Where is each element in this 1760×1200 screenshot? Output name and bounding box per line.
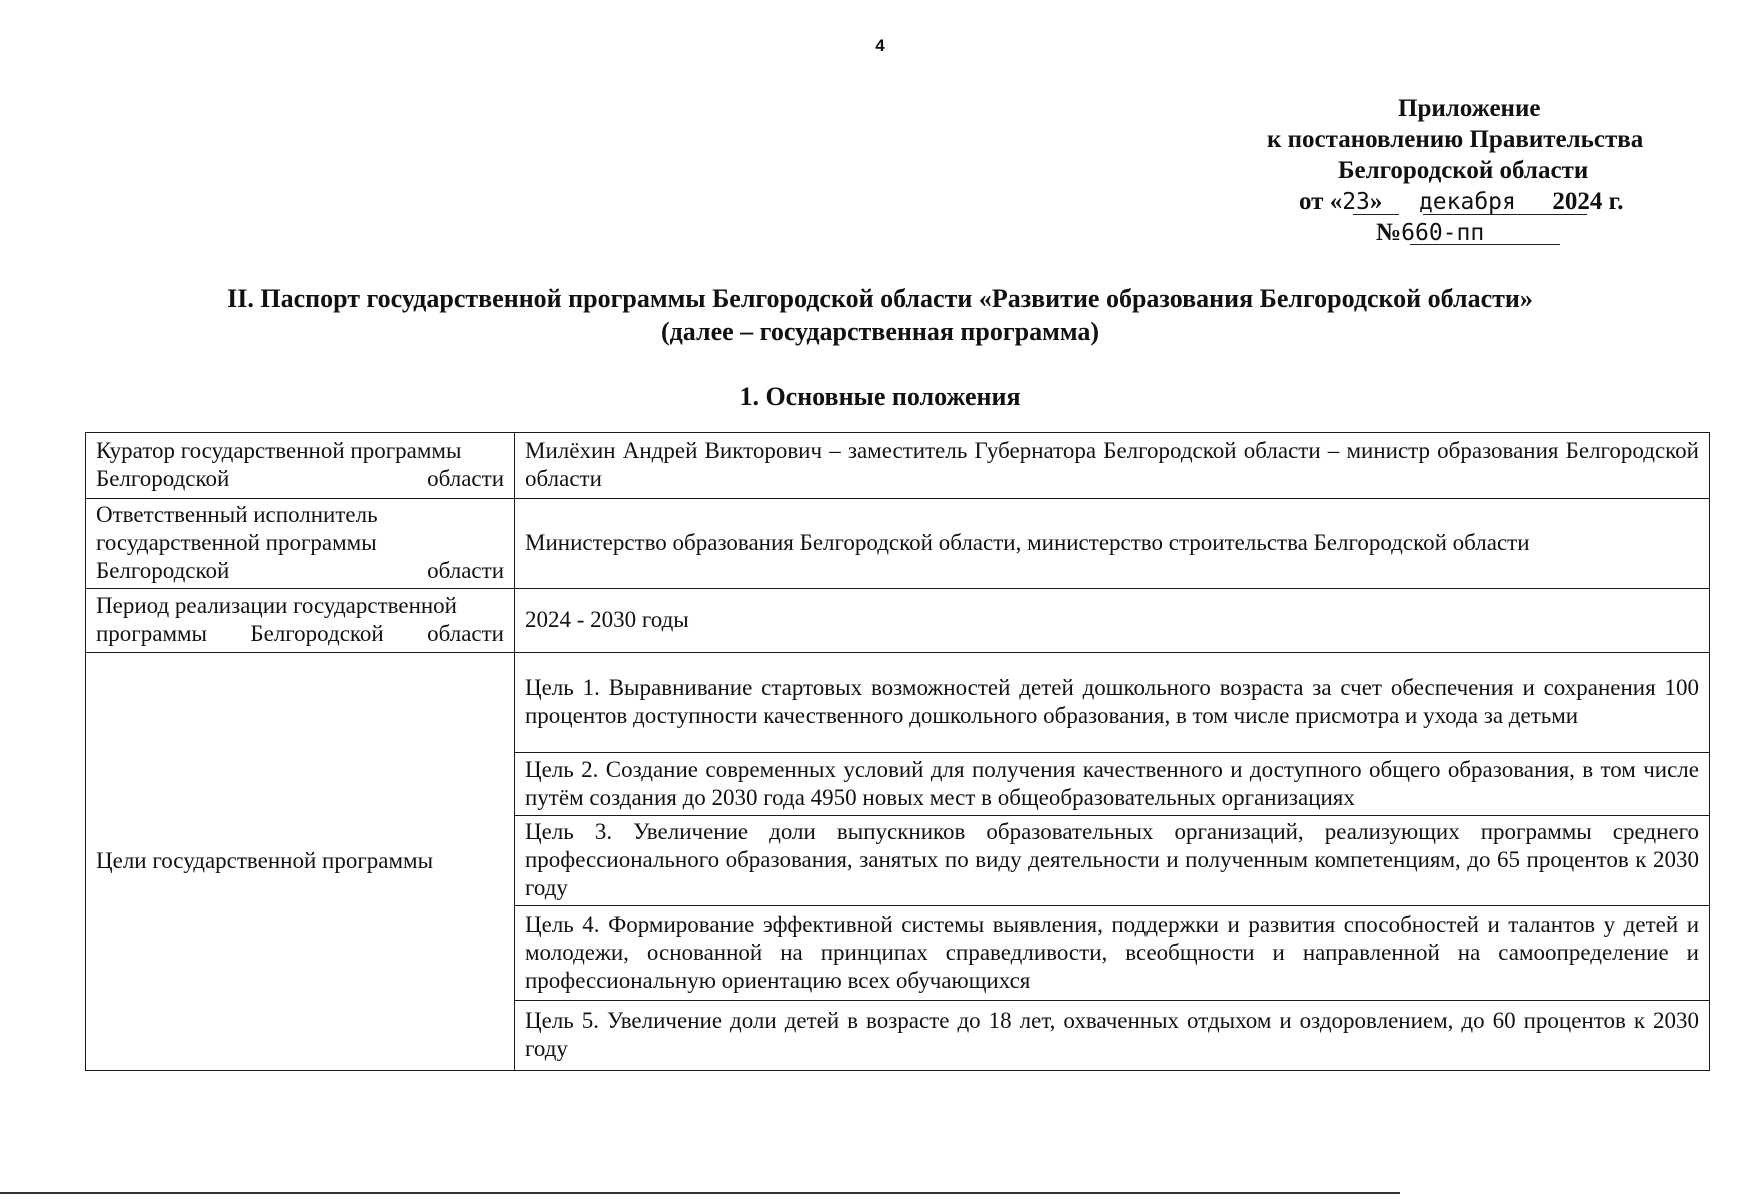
goal-2: Цель 2. Создание современных условий для получения качественного и доступного общего образования, в том числе путём создания до 2030 года 4950 новых мест в общеобразовательных организациях [515,753,1710,816]
appendix-region: Белгородской области [1338,157,1589,184]
goal-3: Цель 3. Увеличение доли выпускников образовательных организаций, реализующих программы среднего профессионального образования, занятых по виду деятельности и полученным компетенциям, до 65 процентов к 2030 году [515,816,1710,906]
goal-5: Цель 5. Увеличение доли детей в возрасте до 18 лет, охваченных отдыхом и оздоровлением, до 60 процентов к 2030 году [515,1001,1710,1071]
document-title [0,282,1760,348]
appendix-resolution: к постановлению Правительства [1267,126,1644,153]
number-prefix: № [1376,219,1402,246]
table-row [86,589,1710,653]
date-day-underline [1353,214,1399,215]
number-underline [1410,244,1560,245]
page-number: 4 [875,36,885,55]
table-row [86,499,1710,589]
date-prefix: от « [1299,188,1343,215]
table-row [86,433,1710,499]
goals-label: Цели государственной программы [86,653,515,1071]
date-mid: » [1369,188,1383,215]
date-year: 2024 г. [1552,188,1624,215]
section-title: 1. Основные положения [739,382,1021,411]
period-value: 2024 - 2030 годы [515,589,1710,653]
title-line-2: (далее – государственная программа) [660,317,1100,346]
appendix-heading: Приложение [1398,95,1541,122]
date-month-underline [1423,214,1587,215]
passport-table [85,432,1710,1071]
title-line-1: II. Паспорт государственной программы Белгородской области «Развитие образования Белгородской области» [227,284,1533,313]
goal-1: Цель 1. Выравнивание стартовых возможностей детей дошкольного возраста за счет обеспечения и сохранения 100 процентов доступности качественного дошкольного образования, в том числе присмотра и ухода за детьми [515,653,1710,753]
goal-4: Цель 4. Формирование эффективной системы выявления, поддержки и развития способностей и талантов у детей и молодежи, основанной на принципах справедливости, всеобщности и направленной на самоопределение и профессиональную ориентацию всех обучающихся [515,906,1710,1001]
period-label: Период реализации государственной программы Белгородской области [86,589,515,653]
bottom-rule [0,1192,1400,1194]
curator-label: Куратор государственной программы Белгородской области [86,433,515,499]
executor-label: Ответственный исполнитель государственной программы Белгородской области [86,499,515,589]
executor-value: Министерство образования Белгородской области, министерство строительства Белгородской области [515,499,1710,589]
number-value: 660-пп [1401,220,1485,246]
curator-value: Милёхин Андрей Викторович – заместитель Губернатора Белгородской области – министр образования Белгородской области [515,433,1710,499]
date-day: 23 [1342,189,1370,215]
table-row [86,653,1710,753]
date-month: декабря [1418,189,1516,215]
